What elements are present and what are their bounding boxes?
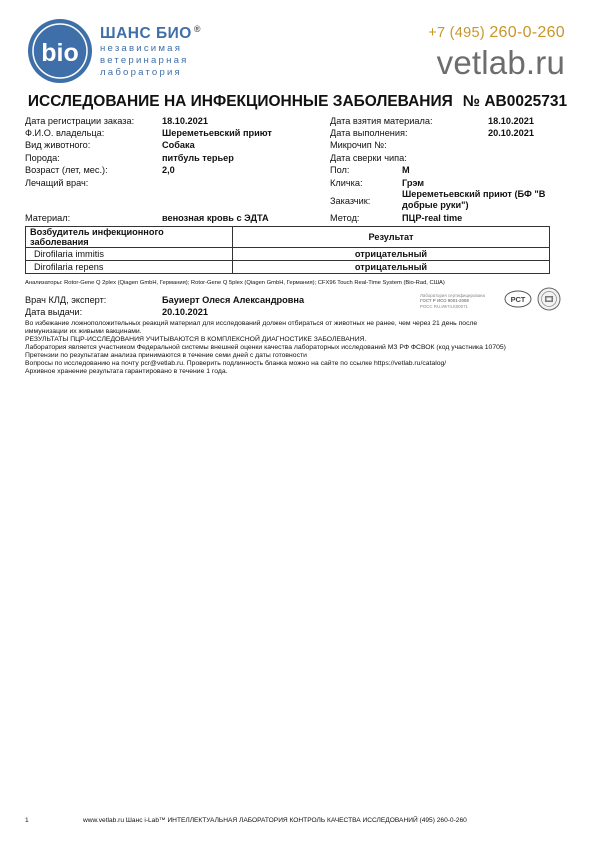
note-archive: Архивное хранение результата гарантировано в течение 1 года.	[25, 368, 228, 375]
species-label: Вид животного:	[25, 140, 91, 150]
nickname-value: Грэм	[402, 178, 425, 188]
result-column-header: Результат	[233, 227, 550, 248]
svg-text:РСТ: РСТ	[510, 295, 526, 304]
doctor-label: Врач КЛД, эксперт:	[25, 295, 107, 305]
note-vaccination-cont: иммунизации их живыми вакцинами.	[25, 328, 142, 335]
customer-label: Заказчик:	[330, 196, 371, 206]
note-claims: Претензии по результатам анализа принимаются в течение семи дней с даты готовности	[25, 352, 307, 359]
result-cell: отрицательный	[233, 248, 550, 261]
method-value: ПЦР-real time	[402, 213, 463, 223]
note-fsvok: Лаборатория является участником Федеральной системы внешней оценки качества лабораторных исследований МЗ РФ ФСВОК (код участника 10705)	[25, 344, 506, 351]
customer-value-line1: Шереметьевский приют (БФ "В	[402, 189, 546, 199]
registered-mark: ®	[193, 24, 201, 34]
bio-logo	[27, 18, 93, 84]
analyzers-note: Анализаторы: Rotor-Gene Q 2plex (Qiagen GmbH, Германия); Rotor-Gene Q 5plex (Qiagen GmbH, Германия); CFX96 Touch Real-Time System (Bio-Rad, США)	[25, 280, 445, 286]
quality-seal-icon	[537, 287, 561, 311]
brand-block	[100, 24, 201, 79]
age-value: 2,0	[162, 165, 175, 175]
nickname-label: Кличка:	[330, 178, 363, 188]
microchip-label: Микрочип №:	[330, 140, 387, 150]
issue-date-value: 20.10.2021	[162, 307, 208, 317]
note-complex-diagnostics: РЕЗУЛЬТАТЫ ПЦР-ИССЛЕДОВАНИЯ УЧИТЫВАЮТСЯ В КОМПЛЕКСНОЙ ДИАГНОСТИКЕ ЗАБОЛЕВАНИЯ.	[25, 336, 367, 343]
reg-date-value: 18.10.2021	[162, 116, 208, 126]
sex-value: М	[402, 165, 410, 175]
phone-number[interactable]: +7 (495) 260-0-260	[428, 24, 565, 41]
agent-cell: Dirofilaria immitis	[26, 248, 233, 261]
brand-line-3: лаборатория	[100, 67, 182, 78]
owner-label: Ф.И.О. владельца:	[25, 128, 105, 138]
page-number: 1	[25, 817, 29, 824]
logo-text: bio	[41, 39, 79, 67]
material-value: венозная кровь с ЭДТА	[162, 213, 269, 223]
doctor-value: Бауиерт Олеся Александровна	[162, 295, 305, 305]
agent-cell: Dirofilaria repens	[26, 261, 233, 274]
sample-date-label: Дата взятия материала:	[330, 116, 433, 126]
vet-label: Лечащий врач:	[25, 178, 89, 188]
document-number: № АВ0025731	[462, 93, 568, 110]
issue-date-label: Дата выдачи:	[25, 307, 83, 317]
material-label: Материал:	[25, 213, 71, 223]
owner-value: Шереметьевский приют	[162, 128, 272, 138]
breed-value: питбуль терьер	[162, 153, 234, 163]
completion-date-value: 20.10.2021	[488, 128, 534, 138]
rst-certification-icon	[504, 290, 532, 308]
brand-name: ШАНС БИО ®	[100, 24, 201, 42]
result-cell: отрицательный	[233, 261, 550, 274]
breed-label: Порода:	[25, 153, 60, 163]
species-value: Собака	[162, 140, 195, 150]
chip-check-label: Дата сверки чипа:	[330, 153, 407, 163]
table-row	[26, 261, 550, 274]
sex-label: Пол:	[330, 165, 350, 175]
brand-line-2: ветеринарная	[100, 55, 189, 66]
results-header-row	[26, 227, 550, 248]
customer-value-line2: добрые руки")	[402, 200, 469, 210]
certification-text: Лаборатория сертифицирована ГОСТ Р ИСО 9001-2008 РОСС RU.ИК74.К00071	[420, 293, 485, 309]
footer-text: www.vetlab.ru Шанс i-Lab™ ИНТЕЛЛЕКТУАЛЬНАЯ ЛАБОРАТОРИЯ КОНТРОЛЬ КАЧЕСТВА ИССЛЕДОВАНИЙ (495) 260-0-260	[83, 817, 467, 824]
site-link[interactable]: vetlab.ru	[436, 44, 565, 81]
completion-date-label: Дата выполнения:	[330, 128, 408, 138]
sample-date-value: 18.10.2021	[488, 116, 534, 126]
brand-line-1: независимая	[100, 43, 183, 54]
table-row	[26, 248, 550, 261]
document-title: ИССЛЕДОВАНИЕ НА ИНФЕКЦИОННЫЕ ЗАБОЛЕВАНИЯ № АВ0025731	[27, 93, 568, 110]
agent-column-header: Возбудитель инфекционного заболевания	[26, 227, 233, 248]
age-label: Возраст (лет, мес.):	[25, 165, 108, 175]
results-table	[25, 226, 550, 274]
method-label: Метод:	[330, 213, 360, 223]
note-questions: Вопросы по исследованию на почту pcr@vetlab.ru. Проверить подлинность бланка можно на сайте по ссылке https://vetlab.ru/catalog/	[25, 360, 447, 367]
note-vaccination: Во избежание ложноположительных реакций материал для исследований должен отбираться от животных не ранее, чем через 21 день после	[25, 320, 478, 327]
reg-date-label: Дата регистрации заказа:	[25, 116, 135, 126]
